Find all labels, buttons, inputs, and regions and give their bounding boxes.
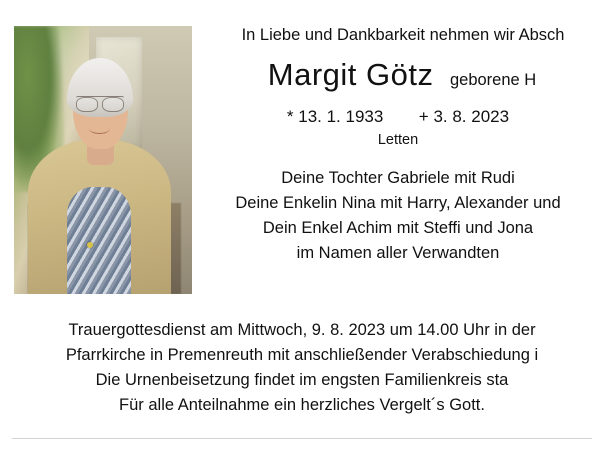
photo-person-blouse xyxy=(67,187,131,294)
intro-line: In Liebe und Dankbarkeit nehmen wir Absch xyxy=(241,26,565,44)
notice-text-column xyxy=(192,24,604,266)
service-details xyxy=(0,318,604,418)
service-line: Für alle Anteilnahme ein herzliches Vergelt´s Gott. xyxy=(119,396,485,414)
mourner-line: Deine Enkelin Nina mit Harry, Alexander und xyxy=(235,194,561,212)
service-line: Die Urnenbeisetzung findet im engsten Familienkreis sta xyxy=(95,371,509,389)
mourners-list xyxy=(192,166,604,266)
service-line: Pfarrkirche in Premenreuth mit anschließender Verabschiedung i xyxy=(65,346,539,364)
place-name: Letten xyxy=(377,132,419,148)
service-line: Trauergottesdienst am Mittwoch, 9. 8. 2023 um 14.00 Uhr in der xyxy=(68,321,536,339)
bottom-divider xyxy=(12,438,592,439)
mourner-line: Dein Enkel Achim mit Steffi und Jona xyxy=(262,219,534,237)
death-date: + 3. 8. 2023 xyxy=(418,107,510,126)
portrait-photo xyxy=(14,26,192,294)
maiden-name: geborene H xyxy=(449,71,537,89)
name-row xyxy=(200,56,604,94)
mourner-line: im Namen aller Verwandten xyxy=(296,244,500,262)
mourner-line: Deine Tochter Gabriele mit Rudi xyxy=(281,169,515,187)
photo-person-glasses xyxy=(76,96,124,110)
birth-date: * 13. 1. 1933 xyxy=(286,107,384,126)
photo-image xyxy=(14,26,192,294)
life-dates xyxy=(192,106,604,128)
deceased-name: Margit Götz xyxy=(267,57,434,92)
